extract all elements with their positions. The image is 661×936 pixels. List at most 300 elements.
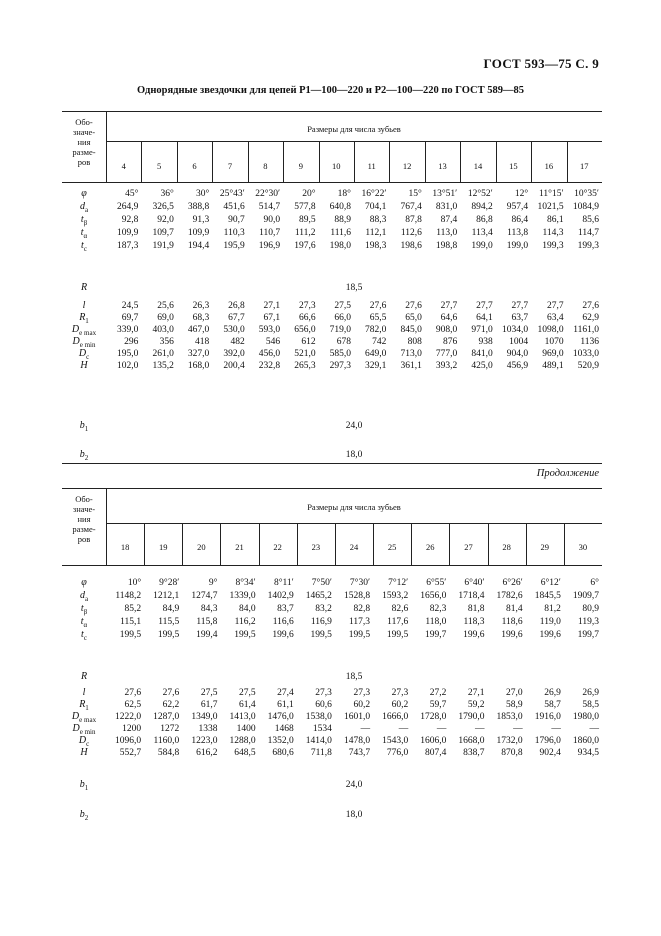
row-symbol-R xyxy=(62,671,106,682)
symbol-subscript: α xyxy=(83,232,88,240)
table-cell: 969,0 xyxy=(542,349,564,359)
table-cell: 971,0 xyxy=(471,325,493,335)
symbol-letter: t xyxy=(80,227,84,238)
table-cell: 1666,0 xyxy=(382,712,409,722)
row-symbol-b1 xyxy=(62,420,106,435)
symbol-subscript: e max xyxy=(79,329,97,337)
row-symbol-b2 xyxy=(62,809,106,824)
row-symbol-b2 xyxy=(62,449,106,464)
table-cell: 22°30′ xyxy=(255,189,281,199)
table-cell: 109,9 xyxy=(187,228,210,238)
table-cell: 392,0 xyxy=(223,349,245,359)
b2-value: 18,0 xyxy=(345,810,363,820)
table-cell: 82,6 xyxy=(391,604,409,614)
table-cell: — xyxy=(551,724,561,734)
symbol-letter: D xyxy=(72,723,80,734)
table-cell: 199,5 xyxy=(310,630,332,640)
table-cell: 9°28′ xyxy=(159,578,180,588)
table-cell: 361,1 xyxy=(400,361,422,371)
table-cell: 1538,0 xyxy=(305,712,332,722)
table-cell: 264,9 xyxy=(117,202,139,212)
table-cell: 111,6 xyxy=(330,228,351,238)
symbol-letter: D xyxy=(71,324,80,335)
page-header: ГОСТ 593—75 С. 9 xyxy=(483,56,599,71)
table-cell: 199,7 xyxy=(424,630,447,640)
table-cell: 767,4 xyxy=(400,202,422,212)
tooth-count-header: 8 xyxy=(263,161,268,171)
table-cell: 616,2 xyxy=(196,748,218,758)
tooth-count-header: 18 xyxy=(120,542,130,552)
table-cell: — xyxy=(398,724,409,734)
table-cell: 678 xyxy=(336,337,351,347)
table-cell: 27,7 xyxy=(440,301,458,311)
tooth-count-header: 13 xyxy=(438,161,447,171)
table-cell: 83,7 xyxy=(277,604,294,614)
b1-value: 24,0 xyxy=(345,421,363,431)
table-cell: 704,1 xyxy=(365,202,387,212)
table-cell: 195,9 xyxy=(223,241,245,251)
table-cell: 199,7 xyxy=(577,630,599,640)
tooth-count-header: 16 xyxy=(544,161,554,171)
table-cell: 198,3 xyxy=(365,241,387,251)
table-cell: 27,6 xyxy=(582,301,599,311)
table-cell: 112,1 xyxy=(365,228,387,238)
table-cell: 1223,0 xyxy=(191,736,218,746)
tooth-count-header: 21 xyxy=(235,542,244,552)
symbol-letter: R xyxy=(80,671,88,682)
symbol-subscript: 1 xyxy=(84,784,89,792)
table-cell: 118,3 xyxy=(463,617,485,627)
table-cell: 894,2 xyxy=(471,202,493,212)
table-cell: 113,4 xyxy=(471,228,493,238)
table-cell: 12° xyxy=(514,189,529,199)
table-cell: 876 xyxy=(443,337,458,347)
table-cell: 81,8 xyxy=(467,604,485,614)
table-cell: 109,9 xyxy=(117,228,139,238)
table-cell: 1728,0 xyxy=(420,712,447,722)
table-cell: 82,8 xyxy=(353,604,371,614)
table-cell: 1084,9 xyxy=(572,202,599,212)
table-cell: 102,0 xyxy=(117,361,139,371)
table-cell: 81,2 xyxy=(544,604,561,614)
symbol-subscript: c xyxy=(86,353,90,361)
table-cell: 199,0 xyxy=(506,241,529,251)
table-cell: 90,7 xyxy=(228,215,245,225)
table-cell: 7°50′ xyxy=(311,578,332,588)
tooth-count-header: 7 xyxy=(227,161,233,171)
table-cell: 26,3 xyxy=(192,301,210,311)
table-cell: 27,5 xyxy=(200,688,218,698)
symbol-letter: φ xyxy=(81,188,87,199)
table-cell: 88,9 xyxy=(334,215,351,225)
header-mid-rule xyxy=(106,523,602,524)
symbol-subscript: 1 xyxy=(85,317,89,325)
table-cell: 135,2 xyxy=(152,361,174,371)
table-cell: 198,6 xyxy=(400,241,422,251)
table-cell: 89,5 xyxy=(298,215,316,225)
table-cell: 65,0 xyxy=(405,313,422,323)
table-cell: 199,5 xyxy=(119,630,142,640)
tooth-count-header: 24 xyxy=(349,542,359,552)
table-cell: 60,2 xyxy=(353,700,371,710)
table-cell: 1528,8 xyxy=(343,591,371,601)
table-cell: 831,0 xyxy=(435,202,458,212)
table-cell: 1656,0 xyxy=(420,591,447,601)
table-cell: 1070 xyxy=(544,337,564,347)
table-cell: 59,7 xyxy=(429,700,447,710)
table-cell: 116,9 xyxy=(310,617,332,627)
symbol-subscript: c xyxy=(83,634,87,642)
table-cell: 199,0 xyxy=(471,241,493,251)
table-cell: 776,0 xyxy=(386,748,409,758)
table-cell: 27,2 xyxy=(429,688,447,698)
table-cell: 1853,0 xyxy=(496,712,523,722)
tooth-count-header: 9 xyxy=(298,161,303,171)
symbol-subscript: a xyxy=(84,595,89,603)
table-cell: 199,6 xyxy=(272,630,294,640)
symbol-subscript: 2 xyxy=(84,814,89,822)
table-cell: 199,4 xyxy=(196,630,218,640)
table-cell: 1338 xyxy=(198,724,218,734)
table-cell: 1136 xyxy=(580,337,599,347)
table-cell: 194,4 xyxy=(187,241,210,251)
symbol-letter: R xyxy=(79,699,86,710)
table-cell: 92,0 xyxy=(157,215,174,225)
table-cell: 521,0 xyxy=(294,349,316,359)
table-cell: 808 xyxy=(407,337,422,347)
table-cell: 1476,0 xyxy=(267,712,294,722)
table-cell: 27,6 xyxy=(162,688,180,698)
table-cell: 83,2 xyxy=(315,604,332,614)
table-cell: 339,0 xyxy=(117,325,139,335)
table-cell: 6°12′ xyxy=(540,578,561,588)
table-cell: 552,7 xyxy=(119,748,142,758)
table-cell: — xyxy=(589,724,599,734)
table-cell: 1414,0 xyxy=(305,736,332,746)
table-cell: 198,0 xyxy=(329,241,351,251)
table-cell: 329,1 xyxy=(365,361,387,371)
table-cell: 91,3 xyxy=(192,215,210,225)
row-symbol xyxy=(62,240,106,255)
table-cell: 719,0 xyxy=(329,325,351,335)
table-cell: 199,5 xyxy=(348,630,371,640)
label-divider xyxy=(106,111,107,182)
tooth-count-header: 11 xyxy=(367,161,376,171)
tooth-count-header: 17 xyxy=(580,161,589,171)
table-cell: 111,2 xyxy=(294,228,316,238)
table-cell: 113,8 xyxy=(507,228,529,238)
table-cell: 67,1 xyxy=(263,313,281,323)
table-cell: 86,8 xyxy=(476,215,493,225)
table-cell: 1222,0 xyxy=(115,712,142,722)
table-cell: 61,1 xyxy=(277,700,294,710)
symbol-letter: H xyxy=(80,747,88,758)
table-cell: 69,7 xyxy=(121,313,139,323)
table-cell: 18° xyxy=(337,189,351,199)
header-bottom-rule xyxy=(62,182,602,183)
table-cell: 27,3 xyxy=(298,301,316,311)
table-cell: 80,9 xyxy=(582,604,599,614)
table-cell: 85,6 xyxy=(582,215,599,225)
table-cell: 1478,0 xyxy=(343,736,371,746)
symbol-subscript: c xyxy=(86,740,90,748)
symbol-subscript: β xyxy=(83,608,88,616)
table-cell: 198,8 xyxy=(435,241,458,251)
table-cell: 902,4 xyxy=(539,748,561,758)
table-cell: 199,5 xyxy=(234,630,256,640)
tooth-count-header: 30 xyxy=(578,542,588,552)
table-cell: 807,4 xyxy=(424,748,447,758)
table-cell: 1718,4 xyxy=(458,591,485,601)
table-cell: 92,8 xyxy=(121,215,139,225)
table-cell: 62,5 xyxy=(124,700,142,710)
table-cell: 845,0 xyxy=(400,325,422,335)
table-cell: 1468 xyxy=(274,724,294,734)
table-cell: 25°43′ xyxy=(219,189,245,199)
table-cell: 27,3 xyxy=(353,688,371,698)
symbol-letter: b xyxy=(79,449,85,460)
table-cell: 1782,6 xyxy=(496,591,523,601)
table-cell: 327,0 xyxy=(187,349,210,359)
symbol-letter: φ xyxy=(81,577,87,588)
table-cell: 7°12′ xyxy=(388,578,409,588)
table-cell: 199,3 xyxy=(577,241,599,251)
tooth-count-header: 6 xyxy=(192,161,197,171)
symbol-letter: t xyxy=(80,603,84,614)
table-cell: 114,3 xyxy=(542,228,564,238)
table-cell: 110,3 xyxy=(223,228,245,238)
symbol-subscript: e min xyxy=(79,728,96,736)
R-value: 18,5 xyxy=(345,283,363,293)
table-cell: 530,0 xyxy=(223,325,245,335)
symbol-letter: t xyxy=(81,629,84,640)
table-cell: — xyxy=(436,724,447,734)
table-cell: 196,9 xyxy=(258,241,281,251)
table-cell: 61,7 xyxy=(200,700,218,710)
table-cell: 64,1 xyxy=(476,313,493,323)
table-cell: 24,5 xyxy=(121,301,139,311)
tooth-count-header: 19 xyxy=(158,542,168,552)
table-cell: 648,5 xyxy=(234,748,256,758)
table-cell: 6° xyxy=(590,578,599,588)
table-cell: 1916,0 xyxy=(534,712,561,722)
table-cell: — xyxy=(513,724,523,734)
group-header: Размеры для числа зубьев xyxy=(307,502,401,512)
table-cell: 1909,7 xyxy=(572,591,599,601)
b1-value: 24,0 xyxy=(345,780,363,790)
symbol-letter: D xyxy=(78,348,87,359)
table-cell: 58,9 xyxy=(506,700,523,710)
symbol-letter: b xyxy=(79,420,85,431)
table-cell: 65,5 xyxy=(369,313,387,323)
table-cell: 87,8 xyxy=(405,215,422,225)
table-cell: 904,0 xyxy=(506,349,529,359)
tooth-count-header: 12 xyxy=(402,161,412,171)
table-cell: 13°51′ xyxy=(432,189,458,199)
table-cell: 118,0 xyxy=(425,617,447,627)
label-header: Обо- значе- ния разме- ров xyxy=(72,494,96,544)
table-cell: 482 xyxy=(230,337,245,347)
table-cell: 7°30′ xyxy=(349,578,371,588)
table-cell: 1413,0 xyxy=(229,712,256,722)
symbol-letter: b xyxy=(79,809,85,820)
table-cell: 27,6 xyxy=(124,688,142,698)
row-symbol xyxy=(62,360,106,371)
table-cell: 356 xyxy=(159,337,174,347)
table-cell: 10°35′ xyxy=(574,189,599,199)
table-cell: 27,7 xyxy=(511,301,529,311)
table-cell: — xyxy=(360,724,371,734)
table-cell: 451,6 xyxy=(223,202,245,212)
table-cell: 199,6 xyxy=(463,630,485,640)
tooth-count-header: 28 xyxy=(502,542,511,552)
table-cell: 87,4 xyxy=(440,215,458,225)
table-cell: 1004 xyxy=(509,337,529,347)
table-cell: 27,5 xyxy=(334,301,351,311)
table-cell: 115,1 xyxy=(120,617,142,627)
table-cell: 711,8 xyxy=(310,748,332,758)
table-cell: 45° xyxy=(125,189,139,199)
symbol-letter: d xyxy=(79,590,85,601)
label-divider xyxy=(106,488,107,565)
table-cell: 640,8 xyxy=(329,202,351,212)
symbol-letter: D xyxy=(78,735,87,746)
table-cell: 118,6 xyxy=(501,617,523,627)
table-cell: 30° xyxy=(195,189,210,199)
R-value: 18,5 xyxy=(345,672,363,682)
table-cell: 115,8 xyxy=(196,617,218,627)
tooth-count-header: 26 xyxy=(426,542,435,552)
table-cell: 66,0 xyxy=(334,313,351,323)
header-bottom-rule xyxy=(62,565,602,566)
table-cell: 1980,0 xyxy=(572,712,599,722)
table-cell: 456,0 xyxy=(258,349,281,359)
table-cell: 117,6 xyxy=(387,617,409,627)
table-cell: 1400 xyxy=(236,724,256,734)
table-cell: 26,9 xyxy=(582,688,599,698)
table-cell: 612 xyxy=(301,337,316,347)
tooth-count-header: 10 xyxy=(332,161,341,171)
tooth-count-header: 22 xyxy=(273,542,282,552)
table-cell: 957,4 xyxy=(506,202,529,212)
table-cell: 838,7 xyxy=(463,748,485,758)
table-cell: 649,0 xyxy=(365,349,387,359)
table-cell: 6°55′ xyxy=(426,578,447,588)
table-cell: 261,0 xyxy=(152,349,174,359)
table-cell: 8°11′ xyxy=(273,578,294,588)
table-cell: 1272 xyxy=(160,724,180,734)
symbol-letter: l xyxy=(82,300,86,311)
table-cell: 25,6 xyxy=(157,301,174,311)
table-cell: 1339,0 xyxy=(229,591,256,601)
table-cell: 67,7 xyxy=(228,313,245,323)
table-cell: 199,6 xyxy=(539,630,561,640)
table-cell: 8°34′ xyxy=(235,578,256,588)
table-cell: 1288,0 xyxy=(229,736,256,746)
table-cell: 63,4 xyxy=(546,313,564,323)
table-cell: 6°40′ xyxy=(464,578,485,588)
row-symbol xyxy=(62,629,106,644)
table-cell: 1274,7 xyxy=(191,591,218,601)
table-cell: 1161,0 xyxy=(573,325,599,335)
table-cell: 60,2 xyxy=(391,700,409,710)
table-cell: 62,2 xyxy=(162,700,180,710)
table-cell: 119,0 xyxy=(539,617,561,627)
symbol-letter: R xyxy=(79,312,86,323)
tooth-count-header: 14 xyxy=(473,161,483,171)
table-cell: 90,0 xyxy=(263,215,281,225)
table-cell: 656,0 xyxy=(294,325,316,335)
table-cell: 197,6 xyxy=(294,241,316,251)
table-cell: 36° xyxy=(160,189,174,199)
row-symbol-b1 xyxy=(62,779,106,794)
table-cell: 467,0 xyxy=(187,325,210,335)
symbol-letter: t xyxy=(81,240,84,251)
symbol-letter: H xyxy=(80,360,88,371)
tooth-count-header: 23 xyxy=(311,542,321,552)
table-cell: 782,0 xyxy=(365,325,387,335)
symbol-subscript: a xyxy=(84,206,89,214)
table-cell: 777,0 xyxy=(435,349,458,359)
table-cell: 403,0 xyxy=(152,325,174,335)
table-cell: 61,4 xyxy=(238,700,256,710)
table-cell: 456,9 xyxy=(506,361,529,371)
table-cell: 1543,0 xyxy=(382,736,409,746)
table-cell: 27,0 xyxy=(506,688,523,698)
table-cell: 1601,0 xyxy=(343,712,371,722)
table-cell: 585,0 xyxy=(329,349,351,359)
row-symbol-R xyxy=(62,282,106,293)
table-cell: 577,8 xyxy=(294,202,316,212)
table-cell: 1098,0 xyxy=(537,325,564,335)
table-cell: 27,7 xyxy=(476,301,493,311)
row-symbol xyxy=(62,687,106,698)
table-cell: 191,9 xyxy=(152,241,174,251)
table-cell: 88,3 xyxy=(369,215,387,225)
table-cell: 520,9 xyxy=(577,361,599,371)
tooth-count-header: 20 xyxy=(197,542,206,552)
table-cell: 112,6 xyxy=(400,228,422,238)
symbol-letter: D xyxy=(72,336,80,347)
table-cell: 27,6 xyxy=(369,301,387,311)
table-cell: 1352,0 xyxy=(267,736,294,746)
b2-value: 18,0 xyxy=(345,450,363,460)
table-cell: 1790,0 xyxy=(458,712,485,722)
table-cell: 1796,0 xyxy=(534,736,561,746)
table-cell: 1200 xyxy=(122,724,142,734)
table-cell: 199,6 xyxy=(501,630,523,640)
symbol-subscript: α xyxy=(83,621,88,629)
table-cell: 63,7 xyxy=(511,313,529,323)
table-cell: 1465,2 xyxy=(305,591,332,601)
table-cell: 680,6 xyxy=(272,748,294,758)
table-cell: 9° xyxy=(208,578,218,588)
table-cell: 1034,0 xyxy=(502,325,529,335)
table-cell: 200,4 xyxy=(223,361,245,371)
table-cell: 1096,0 xyxy=(115,736,142,746)
table-cell: 743,7 xyxy=(348,748,371,758)
table-cell: 119,3 xyxy=(577,617,599,627)
table-cell: 1349,0 xyxy=(191,712,218,722)
table-cell: 1212,1 xyxy=(153,591,180,601)
symbol-subscript: c xyxy=(83,245,87,253)
table-cell: 27,6 xyxy=(405,301,422,311)
continuation-label: Продолжение xyxy=(536,468,599,479)
table-cell: 27,3 xyxy=(315,688,332,698)
symbol-subscript: β xyxy=(83,219,88,227)
table-cell: 393,2 xyxy=(435,361,458,371)
table-cell: 265,3 xyxy=(294,361,316,371)
